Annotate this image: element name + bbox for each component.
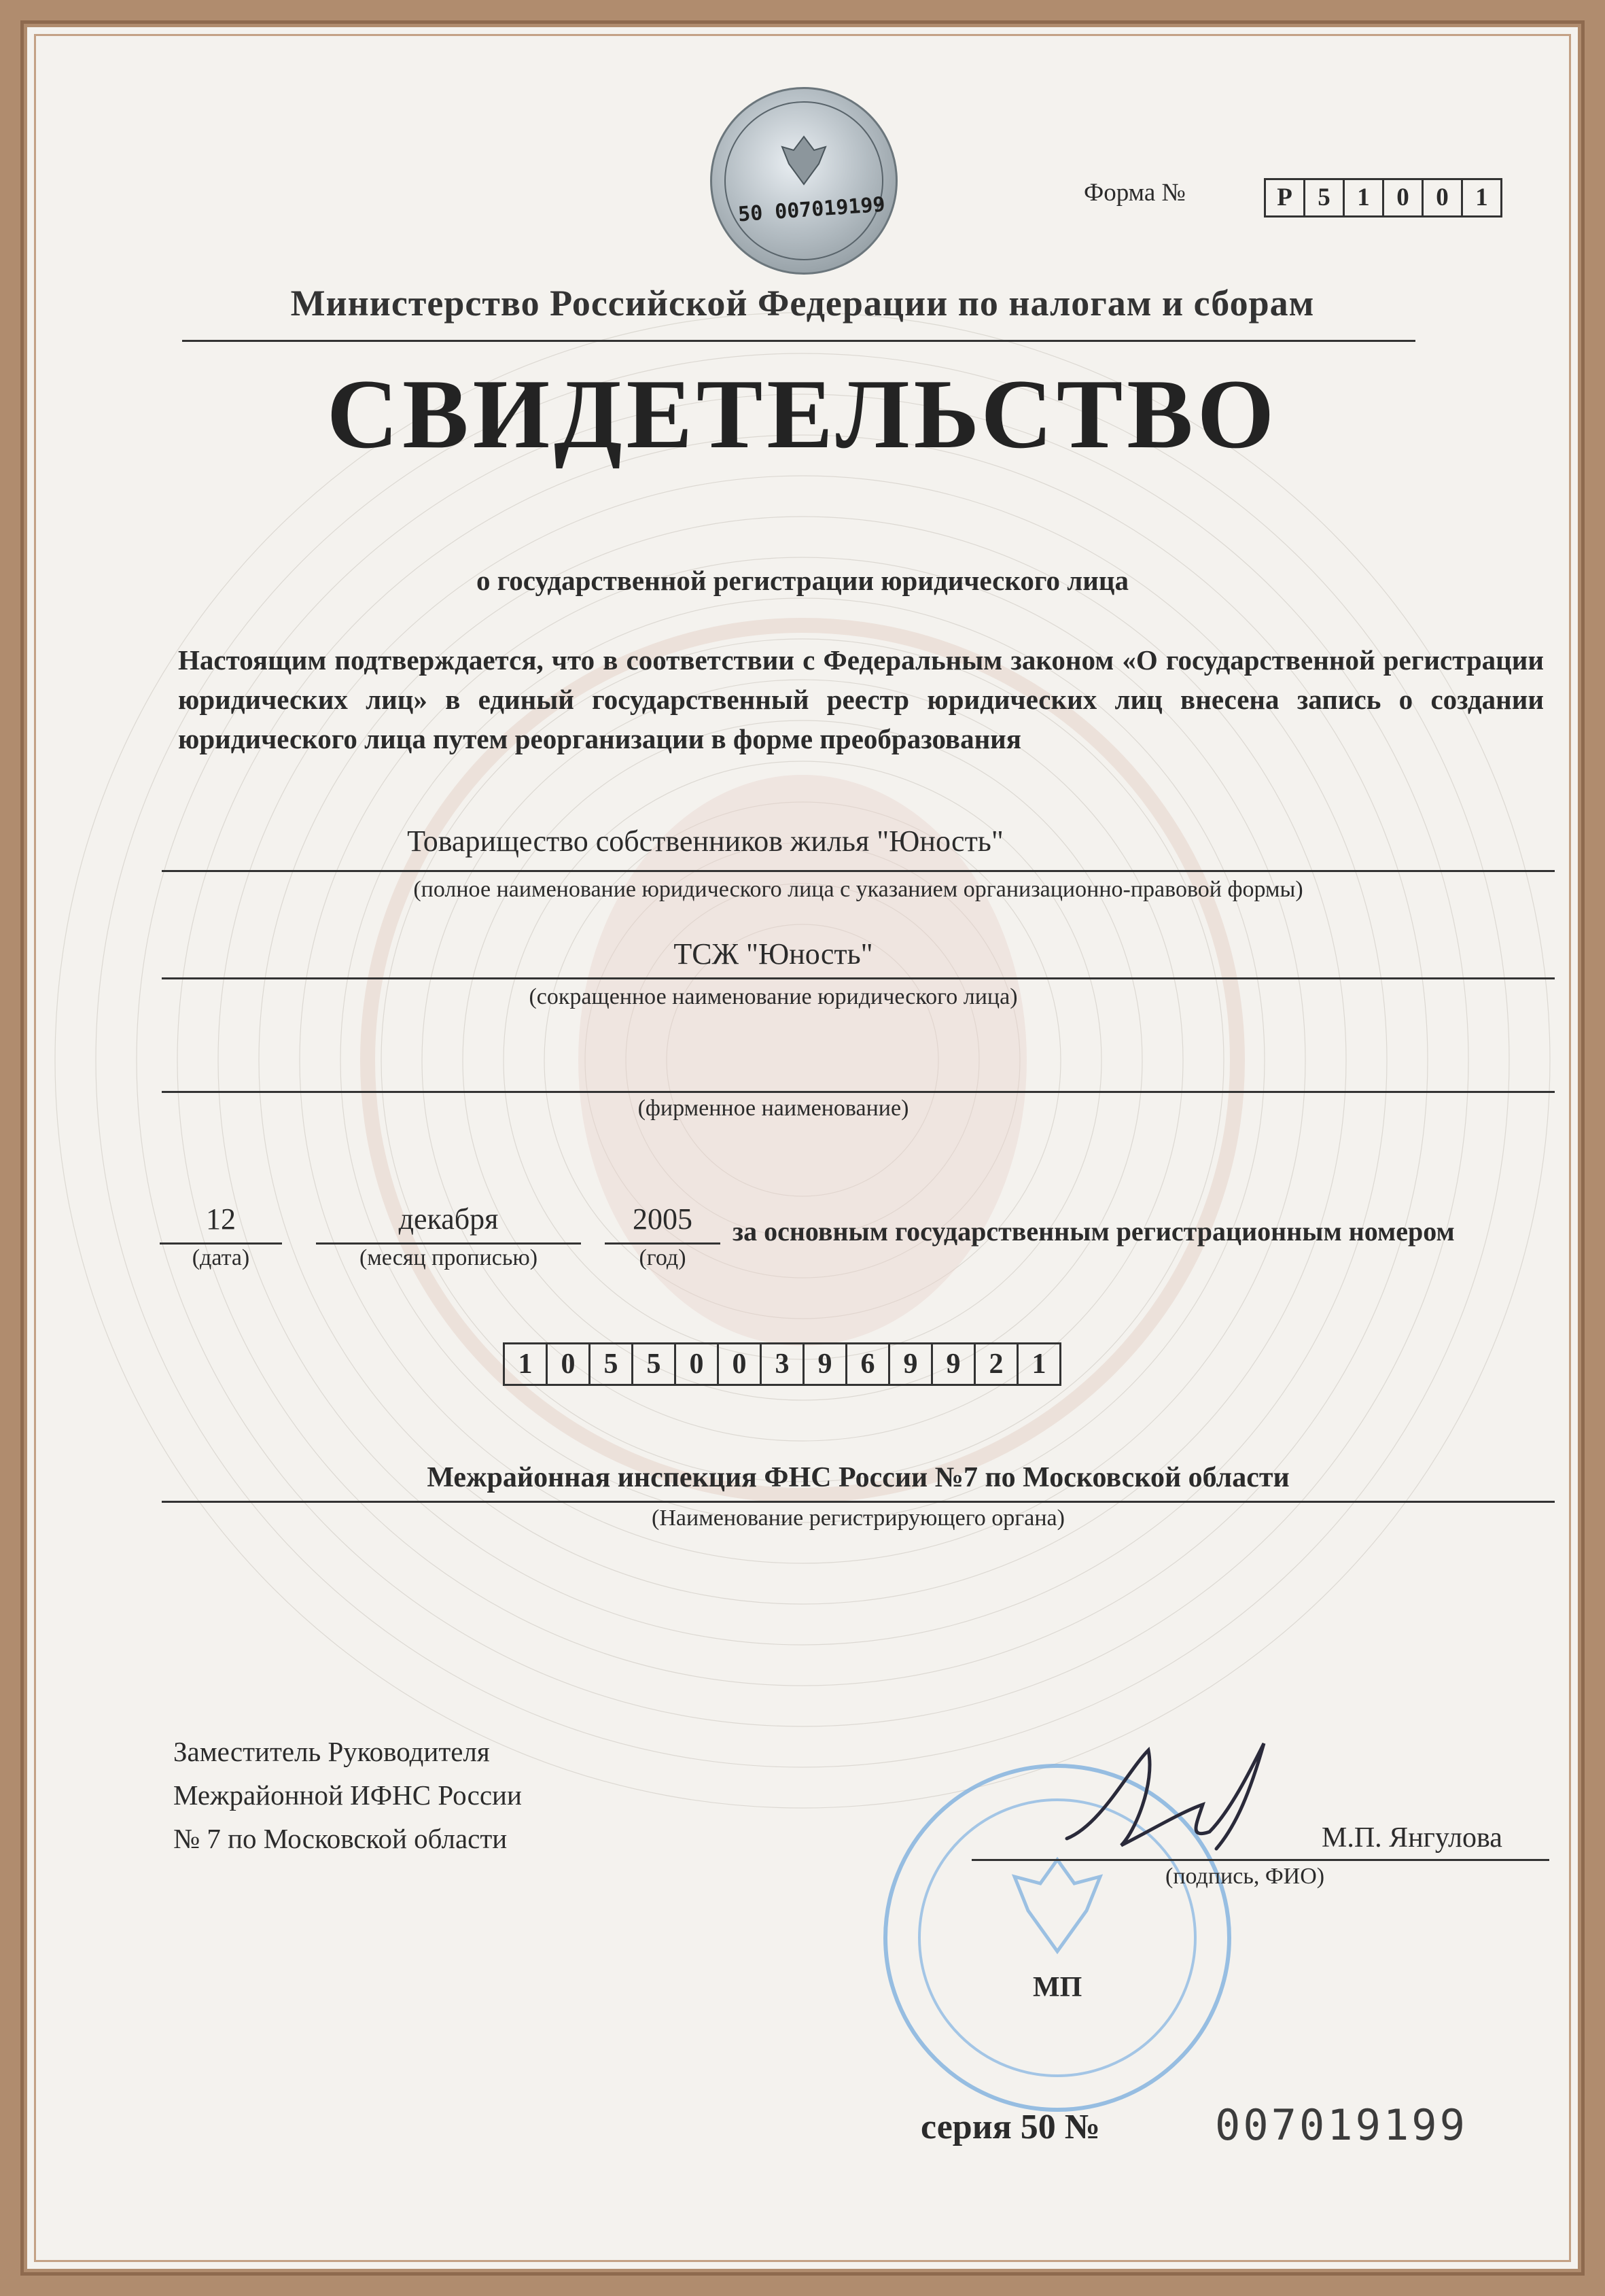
form-code-cell: 1 [1463, 178, 1502, 218]
date-year: 2005 [633, 1202, 692, 1236]
full-name-caption: (полное наименование юридического лица с указанием организационно-правовой формы) [413, 877, 1303, 902]
ministry-heading: Министерство Российской Федерации по налогам и сборам [290, 283, 1315, 324]
certification-paragraph: Настоящим подтверждается, что в соответствии с Федеральным законом «О государственной регистрации юридических лиц» в единый государственный реестр юридических лиц внесена запись о создании юридического лица путем реорганизации в форме преобразования [178, 644, 1544, 754]
date-day: 12 [206, 1202, 236, 1236]
form-label: Форма № [1084, 179, 1186, 207]
full-name-value: Товарищество собственников жилья "Юность" [407, 824, 1004, 858]
form-code-cell: 0 [1424, 178, 1463, 218]
document-title: СВИДЕТЕЛЬСТВО [326, 359, 1279, 469]
ogrn-cell: 5 [590, 1342, 633, 1386]
brand-name-caption: (фирменное наименование) [637, 1096, 909, 1121]
ogrn-cell: 3 [762, 1342, 805, 1386]
full-name-line [162, 870, 1555, 872]
series-label: серия 50 № [921, 2108, 1101, 2146]
short-name-value: ТСЖ "Юность" [673, 937, 873, 971]
ogrn-cell: 5 [633, 1342, 676, 1386]
short-name-line [162, 977, 1555, 979]
signer-title-line: Межрайонной ИФНС России [173, 1779, 522, 1811]
ogrn-cell: 9 [805, 1342, 847, 1386]
ogrn-number [503, 1342, 1061, 1386]
authority-caption: (Наименование регистрирующего органа) [652, 1506, 1065, 1531]
signature [1046, 1730, 1291, 1866]
stamp-eagle-icon [1006, 1849, 1108, 1965]
ogrn-cell: 1 [503, 1342, 548, 1386]
form-code-cell: Р [1264, 178, 1305, 218]
registering-authority: Межрайонная инспекция ФНС России №7 по Московской области [427, 1462, 1290, 1493]
ministry-divider [182, 340, 1415, 342]
ogrn-cell: 9 [890, 1342, 933, 1386]
ogrn-cell: 9 [933, 1342, 976, 1386]
date-day-caption: (дата) [192, 1245, 250, 1270]
form-code-cell: 0 [1384, 178, 1424, 218]
brand-name-line [162, 1091, 1555, 1093]
signer-title [173, 1730, 522, 1860]
document-subtitle: о государственной регистрации юридического лица [476, 565, 1129, 596]
date-year-caption: (год) [639, 1245, 686, 1270]
ogrn-cell: 2 [976, 1342, 1019, 1386]
eagle-emblem-icon [777, 130, 831, 191]
form-code [1264, 178, 1502, 218]
ogrn-cell: 6 [847, 1342, 890, 1386]
date-day-line [160, 1242, 282, 1245]
series-number: 007019199 [1215, 2100, 1468, 2150]
registration-number-label: за основным государственным регистрационным номером [733, 1216, 1455, 1247]
short-name-caption: (сокращенное наименование юридического лица) [529, 984, 1018, 1009]
signer-name: М.П. Янгулова [1322, 1822, 1502, 1854]
ogrn-cell: 1 [1019, 1342, 1061, 1386]
hologram-seal [710, 87, 898, 275]
signer-title-line: № 7 по Московской области [173, 1823, 508, 1854]
date-year-line [605, 1242, 720, 1245]
ogrn-cell: 0 [548, 1342, 590, 1386]
date-month: декабря [398, 1202, 499, 1236]
date-month-caption: (месяц прописью) [359, 1245, 538, 1270]
authority-line [162, 1501, 1555, 1503]
hologram-serial: 50 007019199 [737, 192, 886, 227]
signature-caption: (подпись, ФИО) [1165, 1864, 1325, 1889]
stamp-label: МП [1033, 1972, 1082, 2003]
signature-line [972, 1859, 1549, 1861]
ogrn-cell: 0 [676, 1342, 719, 1386]
ogrn-cell: 0 [719, 1342, 762, 1386]
form-code-cell: 5 [1305, 178, 1345, 218]
date-month-line [316, 1242, 581, 1245]
form-code-cell: 1 [1345, 178, 1384, 218]
signer-title-line: Заместитель Руководителя [173, 1736, 490, 1767]
